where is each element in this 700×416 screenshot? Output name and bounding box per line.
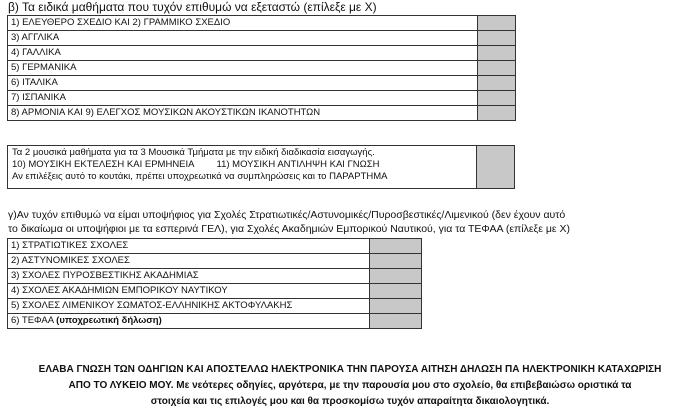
subject-label: 6) ΙΤΑΛΙΚΑ (8, 76, 478, 91)
school-label-tefaa (8, 314, 370, 329)
special-schools-table (7, 238, 422, 329)
subject-checkbox[interactable] (478, 76, 516, 91)
table-row (8, 46, 516, 61)
table-row (8, 299, 422, 314)
music-box-line2 (12, 159, 472, 171)
special-subjects-table (7, 15, 516, 121)
school-label: 5) ΣΧΟΛΕΣ ΛΙΜΕΝΙΚΟΥ ΣΩΜΑΤΟΣ-ΕΛΛΗΝΙΚΗΣ ΑΚΤΟΦΥΛΑΚΗΣ (8, 299, 370, 314)
school-checkbox[interactable] (370, 314, 422, 329)
section-b-heading: β) Τα ειδικά μαθήματα που τυχόν επιθυμώ να εξεταστώ (επίλεξε με Χ) (8, 0, 377, 14)
subject-checkbox[interactable] (478, 31, 516, 46)
section-c-heading-line2: το δικαίωμα οι υποψήφιοι με τα εσπερινά ΓΕΛ), για Σχολές Ακαδημιών Εμπορικού Ναυτικού, για τα ΤΕΦΑΑ (επίλεξε με Χ) (8, 223, 570, 235)
section-c-heading-line1: γ)Αν τυχόν επιθυμώ να είμαι υποψήφιος για Σχολές Στρατιωτικές/Αστυνομικές/Πυροσβεστικές/Λιμενικού (δεν έχουν αυτό (8, 209, 566, 221)
music-performance-label: 10) ΜΟΥΣΙΚΗ ΕΚΤΕΛΕΣΗ ΚΑΙ ΕΡΜΗΝΕΙΑ (12, 159, 195, 170)
tefaa-mandatory-note: (υποχρεωτική δήλωση) (56, 315, 162, 326)
subject-label: 5) ΓΕΡΜΑΝΙΚΑ (8, 61, 478, 76)
table-row (8, 254, 422, 269)
footer-line1: ΕΛΑΒΑ ΓΝΩΣΗ ΤΩΝ ΟΔΗΓΙΩΝ ΚΑΙ ΑΠΟΣΤΕΛΛΩ ΗΛΕΚΤΡΟΝΙΚΑ ΤΗΝ ΠΑΡΟΥΣΑ ΑΙΤΗΣΗ ΔΗΛΩΣΗ ΠΑ ΗΛΕΚΤΡΟΝΙΚΗ ΚΑΤΑΧΩΡΙΣΗ (38, 364, 662, 375)
table-row (8, 269, 422, 284)
footer-line3: στοιχεία και τις επιλογές μου και θα προσκομίσω τυχόν απαραίτητα δικαιολογητικά. (150, 396, 550, 407)
table-row (8, 314, 422, 329)
subject-label: 8) ΑΡΜΟΝΙΑ ΚΑΙ 9) ΕΛΕΓΧΟΣ ΜΟΥΣΙΚΩΝ ΑΚΟΥΣΤΙΚΩΝ ΙΚΑΝΟΤΗΤΩΝ (8, 106, 478, 121)
subject-checkbox[interactable] (478, 46, 516, 61)
subject-label: 7) ΙΣΠΑΝΙΚΑ (8, 91, 478, 106)
subject-checkbox[interactable] (478, 16, 516, 31)
table-row (8, 61, 516, 76)
music-box-line1: Τα 2 μουσικά μαθήματα για τα 3 Μουσικά Τμήματα με την ειδική διαδικασία εισαγωγής. (12, 147, 375, 158)
music-perception-label: 11) ΜΟΥΣΙΚΗ ΑΝΤΙΛΗΨΗ ΚΑΙ ΓΝΩΣΗ (216, 159, 380, 170)
table-row (8, 239, 422, 254)
footer-line2: ΑΠΟ ΤΟ ΛΥΚΕΙΟ ΜΟΥ. Με νεότερες οδηγίες, αργότερα, με την παρουσία μου στο σχολείο, θα επιβεβαιώσω οριστικά τα (68, 380, 632, 391)
subject-label: 1) ΕΛΕΥΘΕΡΟ ΣΧΕΔΙΟ ΚΑΙ 2) ΓΡΑΜΜΙΚΟ ΣΧΕΔΙΟ (8, 16, 478, 31)
subject-checkbox[interactable] (478, 61, 516, 76)
tefaa-label: 6) ΤΕΦΑΑ (11, 315, 57, 326)
school-label: 2) ΑΣΤΥΝΟΜΙΚΕΣ ΣΧΟΛΕΣ (8, 254, 370, 269)
table-row (8, 76, 516, 91)
school-checkbox[interactable] (370, 239, 422, 254)
subject-label: 3) ΑΓΓΛΙΚΑ (8, 31, 478, 46)
school-checkbox[interactable] (370, 269, 422, 284)
table-row (8, 91, 516, 106)
school-label: 1) ΣΤΡΑΤΙΩΤΙΚΕΣ ΣΧΟΛΕΣ (8, 239, 370, 254)
subject-label: 4) ΓΑΛΛΙΚΑ (8, 46, 478, 61)
music-subjects-box (7, 145, 477, 189)
music-box-line3: Αν επιλέξεις αυτό το κουτάκι, πρέπει υποχρεωτικά να συμπληρώσεις και το ΠΑΡΑΡΤΗΜΑ (12, 171, 388, 182)
school-checkbox[interactable] (370, 254, 422, 269)
school-label: 3) ΣΧΟΛΕΣ ΠΥΡΟΣΒΕΣΤΙΚΗΣ ΑΚΑΔΗΜΙΑΣ (8, 269, 370, 284)
subject-checkbox[interactable] (478, 91, 516, 106)
table-row (8, 284, 422, 299)
school-checkbox[interactable] (370, 284, 422, 299)
school-checkbox[interactable] (370, 299, 422, 314)
school-label: 4) ΣΧΟΛΕΣ ΑΚΑΔΗΜΙΩΝ ΕΜΠΟΡΙΚΟΥ ΝΑΥΤΙΚΟΥ (8, 284, 370, 299)
table-row (8, 31, 516, 46)
table-row (8, 106, 516, 121)
subject-checkbox[interactable] (478, 106, 516, 121)
table-row (8, 16, 516, 31)
music-subjects-checkbox[interactable] (476, 145, 515, 189)
